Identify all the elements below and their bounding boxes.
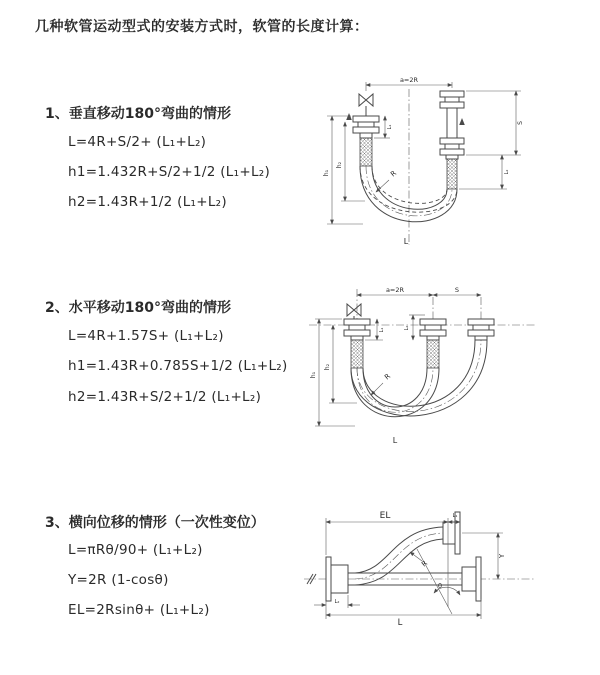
dimension-label-r: R [389, 169, 399, 179]
dimension-label-l1: L₁ [379, 327, 385, 333]
hose-u-bend [360, 166, 457, 222]
diagram-lateral-displacement [300, 507, 600, 637]
left-flange [353, 116, 379, 138]
valve-icon [359, 94, 373, 106]
dimension-label-h2: h₂ [336, 161, 343, 169]
dimension-label-l1: L₁ [452, 513, 458, 519]
section-3-heading: 3、横向位移的情形（一次性变位） [45, 515, 265, 531]
up-arrow-icon [459, 118, 465, 125]
diagram-vertical-180-bend [305, 73, 555, 253]
dimension-label-l2: L₂ [334, 599, 340, 605]
dimension-label-a2r: a=2R [385, 286, 405, 294]
dimension-label-l: L [392, 436, 398, 445]
radius-construction-line [417, 549, 452, 614]
braided-hose-middle [427, 340, 439, 368]
hose-s-curve [355, 527, 443, 585]
right-flange-upper [440, 91, 464, 108]
right-flange-lower [440, 138, 464, 159]
dimension-label-l1: L₁ [387, 124, 393, 130]
section-1-heading: 1、垂直移动180°弯曲的情形 [45, 106, 231, 122]
dimension-label-s: S [454, 286, 460, 294]
dimension-label-a2r: a=2R [399, 76, 419, 84]
formula-s3-L: L=πRθ/90+ (L₁+L₂) [68, 542, 203, 558]
dimension-label-h2: h₂ [324, 363, 331, 371]
dimension-label-l: L [397, 618, 403, 628]
page-title: 几种软管运动型式的安装方式时，软管的长度计算： [35, 19, 369, 35]
formula-s2-L: L=4R+1.57S+ (L₁+L₂) [68, 328, 224, 344]
dimension-label-s: S [517, 121, 524, 125]
radius-leader [410, 552, 422, 561]
left-flange [326, 557, 348, 601]
right-flange-moved [468, 319, 494, 340]
dimension-label-l2: L₂ [404, 325, 410, 331]
right-flange-original [462, 557, 481, 601]
formula-s1-h1: h1=1.432R+S/2+1/2 (L₁+L₂) [68, 164, 271, 180]
formula-s3-EL: EL=2Rsinθ+ (L₁+L₂) [68, 602, 210, 618]
section-2-heading: 2、水平移动180°弯曲的情形 [45, 300, 231, 316]
braided-hose-left [351, 340, 363, 368]
up-arrow-icon [346, 113, 352, 120]
dimension-label-y: Y [498, 553, 506, 559]
valve-icon [347, 304, 361, 316]
formula-s3-Y: Y=2R (1-cosθ) [68, 572, 169, 588]
dimension-label-r: R [420, 559, 430, 569]
dimension-label-l2: L₂ [504, 169, 510, 175]
dimension-label-h1: h₁ [323, 169, 330, 177]
dimension-label-r: R [383, 372, 393, 382]
braided-hose-right [447, 159, 457, 189]
hose-u-bend [351, 340, 487, 417]
angle-label-theta: θ [438, 582, 442, 590]
dimension-label-el: EL [379, 511, 391, 521]
formula-s1-L: L=4R+S/2+ (L₁+L₂) [68, 134, 207, 150]
middle-flange [420, 319, 446, 340]
formula-s1-h2: h2=1.43R+1/2 (L₁+L₂) [68, 194, 227, 210]
formula-s2-h1: h1=1.43R+0.785S+1/2 (L₁+L₂) [68, 358, 288, 374]
radius-leader [371, 383, 383, 395]
formula-s2-h2: h2=1.43R+S/2+1/2 (L₁+L₂) [68, 389, 262, 405]
left-flange [344, 319, 370, 340]
dimension-label-l: L [403, 237, 409, 246]
diagram-horizontal-180-bend [305, 283, 600, 453]
braided-hose-left [360, 138, 372, 166]
dimension-label-h1: h₁ [310, 371, 317, 379]
